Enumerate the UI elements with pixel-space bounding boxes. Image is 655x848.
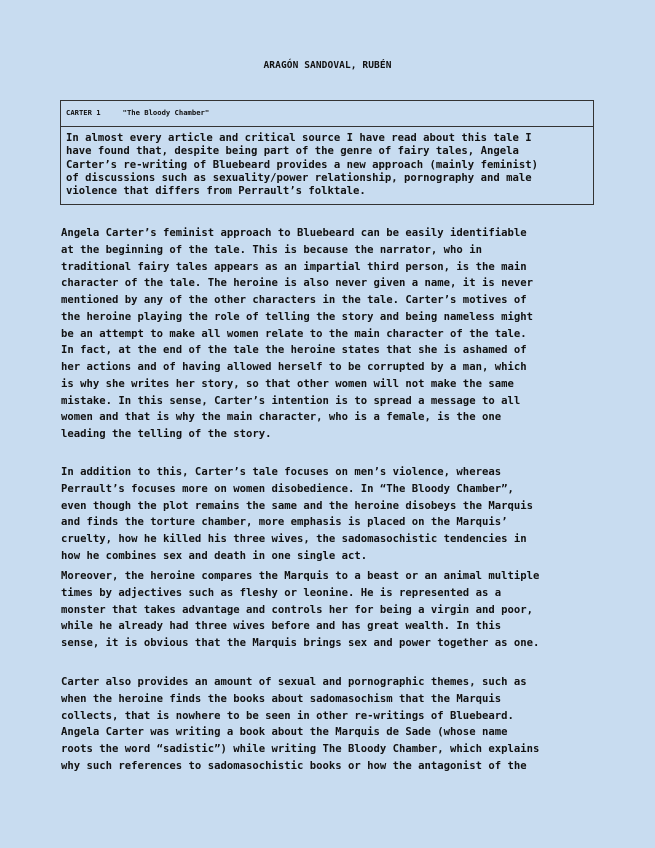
summary-line: violence that differs from Perrault’s folktale. [66,185,366,198]
text-line: Perrault’s focuses more on women disobedience. In “The Bloody Chamber”, [61,482,514,495]
text-line: character of the tale. The heroine is also never given a name, it is never [61,277,533,290]
text-line: Angela Carter was writing a book about the Marquis de Sade (whose name [61,726,508,739]
text-line: collects, that is nowhere to be seen in other re-writings of Bluebeard. [61,709,514,722]
text-line: traditional fairy tales appears as an impartial third person, is the main [61,260,527,273]
text-line: times by adjectives such as fleshy or leonine. He is represented as a [61,586,502,599]
paragraph-3 [61,568,601,652]
box-label: CARTER 1 [66,108,101,117]
summary-line: Carter’s re-writing of Bluebeard provides a new approach (mainly feminist) [66,158,538,171]
text-line: Moreover, the heroine compares the Marquis to a beast or an animal multiple [61,570,540,582]
author-name: ARAGÓN SANDOVAL, RUBÉN [263,60,392,71]
text-line: Carter also provides an amount of sexual and pornographic themes, such as [61,676,527,688]
text-line: monster that takes advantage and controls her for being a virgin and poor, [61,603,533,616]
paragraph-4 [61,674,601,775]
text-line: at the beginning of the tale. This is because the narrator, who in [61,243,482,256]
text-line: while he already had three wives before and has great wealth. In this [61,620,502,633]
text-line: In addition to this, Carter’s tale focuses on men’s violence, whereas [61,466,502,478]
text-line: mentioned by any of the other characters in the tale. Carter’s motives of [61,294,527,306]
paragraph-1 [61,225,601,443]
text-line: mistake. In this sense, Carter’s intention is to spread a message to all [61,394,521,407]
summary-box-header [61,101,593,127]
text-line: how he combines sex and death in one single act. [61,549,368,562]
text-line: even though the plot remains the same and the heroine disobeys the Marquis [61,499,533,512]
paragraph-2 [61,464,601,565]
summary-line: In almost every article and critical source I have read about this tale I [66,132,532,144]
text-line: is why she writes her story, so that other women will not make the same [61,377,514,390]
summary-line: have found that, despite being part of the genre of fairy tales, Angela [66,145,519,158]
text-line: roots the word “sadistic”) while writing The Bloody Chamber, which explains [61,743,540,755]
text-line: women and that is why the main character, who is a female, is the one [61,411,502,424]
summary-box [60,100,594,205]
text-line: cruelty, how he killed his three wives, the sadomasochistic tendencies in [61,533,527,545]
text-line: be an attempt to make all women relate to the main character of the tale. [61,327,527,340]
text-line: Angela Carter’s feminist approach to Bluebeard can be easily identifiable [61,227,527,239]
text-line: the heroine playing the role of telling the story and being nameless might [61,310,533,323]
box-title: "The Bloody Chamber" [122,108,210,117]
text-line: sense, it is obvious that the Marquis brings sex and power together as one. [61,637,540,649]
text-line: why such references to sadomasochistic books or how the antagonist of the [61,759,527,772]
text-line: leading the telling of the story. [61,428,272,440]
text-line: and finds the torture chamber, more emphasis is placed on the Marquis’ [61,516,508,529]
text-line: when the heroine finds the books about sadomasochism that the Marquis [61,692,502,705]
text-line: her actions and of having allowed herself to be corrupted by a man, which [61,361,527,373]
text-line: In fact, at the end of the tale the heroine states that she is ashamed of [61,344,527,357]
summary-text [61,127,593,198]
summary-line: of discussions such as sexuality/power relationship, pornography and male [66,171,532,184]
